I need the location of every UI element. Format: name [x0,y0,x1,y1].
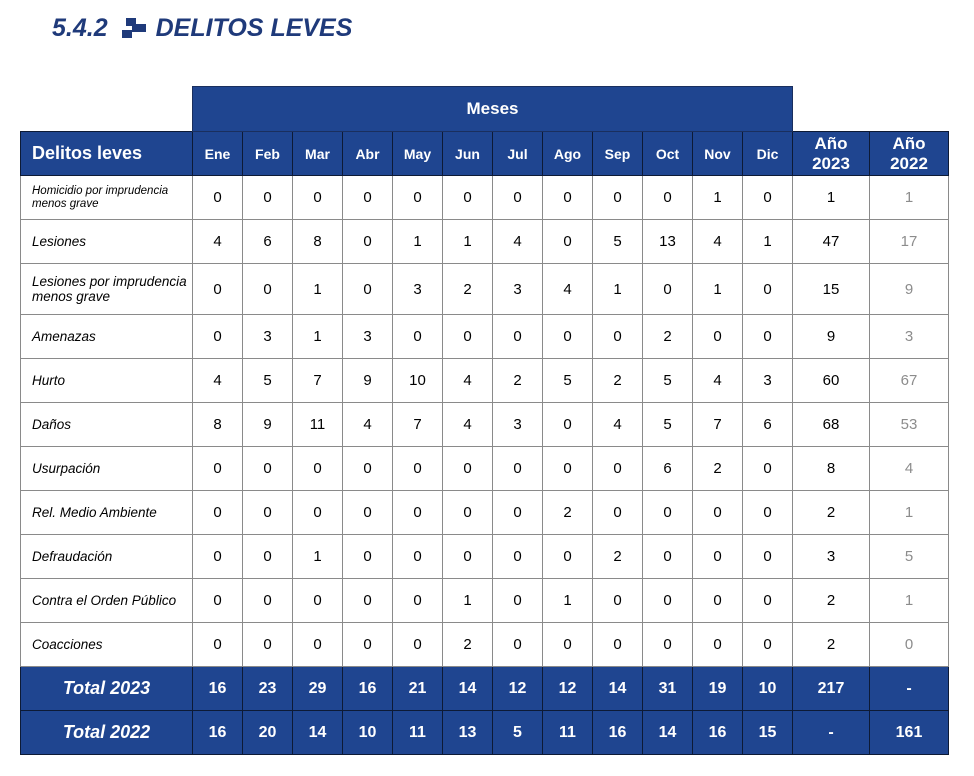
month-value: 0 [193,491,243,535]
month-value: 0 [193,176,243,220]
month-value: 0 [693,623,743,667]
month-value: 0 [543,403,593,447]
table-row [21,535,949,579]
year-header-year: 2022 [890,153,928,173]
month-value: 0 [593,623,643,667]
month-value: 8 [193,403,243,447]
month-value: 0 [443,491,493,535]
month-value: 0 [593,176,643,220]
month-value: 0 [393,535,443,579]
delitos-leves-table [20,86,949,755]
month-value: 4 [193,359,243,403]
column-header-year [870,132,949,176]
year-header-label: Año [814,133,848,153]
total-month-value: 29 [293,667,343,711]
row-label: Hurto [21,359,193,403]
column-header-delitos: Delitos leves [21,132,193,176]
month-value: 1 [293,315,343,359]
month-value: 4 [443,403,493,447]
month-value: 1 [743,220,793,264]
year-2022-value: 9 [870,264,949,315]
total-month-value: 20 [243,711,293,755]
month-value: 0 [743,315,793,359]
month-value: 0 [493,447,543,491]
row-label: Lesiones por imprudencia menos grave [21,264,193,315]
total-label: Total 2022 [21,711,193,755]
month-value: 5 [243,359,293,403]
month-value: 0 [643,176,693,220]
month-value: 0 [343,264,393,315]
row-label: Amenazas [21,315,193,359]
month-value: 0 [593,315,643,359]
year-header-label: Año [892,133,926,153]
month-value: 0 [293,447,343,491]
table-row [21,220,949,264]
column-header-month: Abr [343,132,393,176]
year-2023-value: 2 [793,579,870,623]
month-value: 0 [743,491,793,535]
total-month-value: 31 [643,667,693,711]
month-value: 0 [643,623,693,667]
table-row [21,491,949,535]
month-value: 0 [393,579,443,623]
total-month-value: 11 [543,711,593,755]
total-month-value: 16 [693,711,743,755]
month-value: 0 [193,447,243,491]
year-2022-value: 5 [870,535,949,579]
year-2023-value: 2 [793,491,870,535]
row-label: Coacciones [21,623,193,667]
row-label: Defraudación [21,535,193,579]
month-value: 4 [493,220,543,264]
column-header-month: Ago [543,132,593,176]
column-header-month: Mar [293,132,343,176]
year-2022-value: 17 [870,220,949,264]
year-2022-value: 67 [870,359,949,403]
year-2023-value: 47 [793,220,870,264]
total-month-value: 14 [643,711,693,755]
month-value: 0 [393,623,443,667]
total-month-value: 11 [393,711,443,755]
total-month-value: 16 [593,711,643,755]
row-label: Contra el Orden Público [21,579,193,623]
month-value: 1 [593,264,643,315]
year-2022-value: 1 [870,579,949,623]
month-value: 0 [193,623,243,667]
year-2023-value: 60 [793,359,870,403]
month-value: 1 [443,579,493,623]
month-value: 0 [343,535,393,579]
month-value: 2 [443,264,493,315]
total-month-value: 16 [343,667,393,711]
table-row [21,403,949,447]
month-value: 0 [493,623,543,667]
column-header-month: Sep [593,132,643,176]
month-value: 0 [243,535,293,579]
month-value: 2 [643,315,693,359]
month-value: 2 [593,535,643,579]
total-month-value: 15 [743,711,793,755]
year-2022-value: 0 [870,623,949,667]
month-value: 3 [243,315,293,359]
month-value: 0 [243,579,293,623]
month-value: 9 [343,359,393,403]
month-value: 0 [393,491,443,535]
month-value: 0 [393,176,443,220]
year-2023-value: 9 [793,315,870,359]
month-value: 0 [193,264,243,315]
total-month-value: 23 [243,667,293,711]
month-value: 1 [693,264,743,315]
month-value: 3 [493,403,543,447]
year-2023-value: 3 [793,535,870,579]
column-header-month: Oct [643,132,693,176]
row-label: Rel. Medio Ambiente [21,491,193,535]
section-heading [52,12,352,44]
total-month-value: 14 [593,667,643,711]
month-value: 0 [493,491,543,535]
year-2023-value: 15 [793,264,870,315]
month-value: 4 [193,220,243,264]
month-value: 0 [643,264,693,315]
column-header-month: Jul [493,132,543,176]
month-value: 0 [243,491,293,535]
month-value: 2 [693,447,743,491]
total-month-value: 10 [343,711,393,755]
month-value: 5 [593,220,643,264]
month-value: 0 [193,315,243,359]
month-value: 0 [543,535,593,579]
month-value: 4 [543,264,593,315]
total-month-value: 14 [293,711,343,755]
month-value: 1 [393,220,443,264]
month-value: 0 [343,447,393,491]
section-title: DELITOS LEVES [155,13,353,42]
month-value: 0 [443,315,493,359]
month-value: 2 [493,359,543,403]
month-value: 8 [293,220,343,264]
month-value: 0 [393,315,443,359]
total-month-value: 10 [743,667,793,711]
month-value: 0 [593,447,643,491]
month-value: 0 [343,220,393,264]
total-row [21,711,949,755]
month-value: 6 [743,403,793,447]
table-row [21,315,949,359]
table-row [21,176,949,220]
column-header-month: May [393,132,443,176]
month-value: 0 [243,264,293,315]
month-value: 0 [693,579,743,623]
column-header-month: Nov [693,132,743,176]
total-month-value: 16 [193,711,243,755]
month-value: 13 [643,220,693,264]
total-month-value: 16 [193,667,243,711]
table-row [21,623,949,667]
month-value: 2 [543,491,593,535]
table-row [21,579,949,623]
month-value: 1 [693,176,743,220]
month-value: 5 [643,403,693,447]
month-value: 0 [743,579,793,623]
blank-cell [870,87,949,132]
month-value: 0 [543,220,593,264]
column-header-year [793,132,870,176]
month-value: 0 [343,623,393,667]
month-value: 3 [493,264,543,315]
month-value: 0 [543,447,593,491]
month-value: 5 [643,359,693,403]
total-month-value: 21 [393,667,443,711]
row-label: Homicidio por imprudencia menos grave [21,176,193,220]
table-row [21,447,949,491]
total-year-2022: - [870,667,949,711]
month-value: 5 [543,359,593,403]
blank-cell [793,87,870,132]
month-value: 7 [393,403,443,447]
month-value: 1 [543,579,593,623]
year-2022-value: 1 [870,491,949,535]
month-value: 4 [693,359,743,403]
month-value: 0 [393,447,443,491]
total-year-2023: 217 [793,667,870,711]
month-value: 0 [693,491,743,535]
month-value: 1 [293,535,343,579]
month-value: 0 [293,176,343,220]
month-value: 3 [743,359,793,403]
month-value: 2 [593,359,643,403]
month-value: 0 [593,491,643,535]
month-value: 2 [443,623,493,667]
month-value: 0 [493,579,543,623]
month-value: 9 [243,403,293,447]
blank-cell [21,87,193,132]
month-value: 4 [443,359,493,403]
month-value: 0 [243,447,293,491]
month-value: 0 [743,176,793,220]
month-value: 4 [593,403,643,447]
total-year-2022: 161 [870,711,949,755]
year-2023-value: 8 [793,447,870,491]
month-value: 0 [743,623,793,667]
table-row [21,264,949,315]
year-2023-value: 1 [793,176,870,220]
month-value: 0 [493,315,543,359]
month-value: 0 [293,579,343,623]
total-month-value: 14 [443,667,493,711]
month-value: 0 [643,491,693,535]
month-value: 0 [693,535,743,579]
column-header-month: Dic [743,132,793,176]
month-value: 0 [343,176,393,220]
total-label: Total 2023 [21,667,193,711]
total-year-2023: - [793,711,870,755]
column-header-month: Jun [443,132,493,176]
month-value: 0 [443,535,493,579]
month-value: 7 [693,403,743,447]
month-value: 4 [693,220,743,264]
month-value: 0 [743,447,793,491]
month-value: 6 [243,220,293,264]
row-label: Usurpación [21,447,193,491]
total-month-value: 12 [543,667,593,711]
year-2023-value: 68 [793,403,870,447]
row-label: Daños [21,403,193,447]
table-row [21,359,949,403]
month-value: 7 [293,359,343,403]
year-2023-value: 2 [793,623,870,667]
total-month-value: 13 [443,711,493,755]
month-value: 0 [243,176,293,220]
month-value: 0 [543,623,593,667]
year-2022-value: 3 [870,315,949,359]
month-value: 0 [493,176,543,220]
months-group-header: Meses [193,87,793,132]
month-value: 6 [643,447,693,491]
section-number: 5.4.2 [52,13,108,42]
year-2022-value: 53 [870,403,949,447]
row-label: Lesiones [21,220,193,264]
month-value: 1 [293,264,343,315]
month-value: 0 [443,447,493,491]
year-2022-value: 1 [870,176,949,220]
month-value: 0 [193,535,243,579]
year-header-year: 2023 [812,153,850,173]
month-value: 0 [543,315,593,359]
total-month-value: 19 [693,667,743,711]
month-value: 0 [593,579,643,623]
month-value: 0 [743,264,793,315]
month-value: 0 [643,579,693,623]
month-value: 0 [193,579,243,623]
month-value: 0 [493,535,543,579]
column-header-month: Ene [193,132,243,176]
month-value: 3 [343,315,393,359]
month-value: 0 [343,491,393,535]
month-value: 0 [643,535,693,579]
month-value: 0 [693,315,743,359]
month-value: 0 [443,176,493,220]
month-value: 3 [393,264,443,315]
month-value: 0 [293,491,343,535]
month-value: 1 [443,220,493,264]
total-month-value: 12 [493,667,543,711]
section-bullet-icon [120,16,148,40]
month-value: 11 [293,403,343,447]
month-value: 0 [343,579,393,623]
month-value: 0 [293,623,343,667]
year-2022-value: 4 [870,447,949,491]
total-row [21,667,949,711]
month-value: 0 [243,623,293,667]
month-value: 0 [543,176,593,220]
month-value: 10 [393,359,443,403]
total-month-value: 5 [493,711,543,755]
month-value: 4 [343,403,393,447]
column-header-month: Feb [243,132,293,176]
month-value: 0 [743,535,793,579]
